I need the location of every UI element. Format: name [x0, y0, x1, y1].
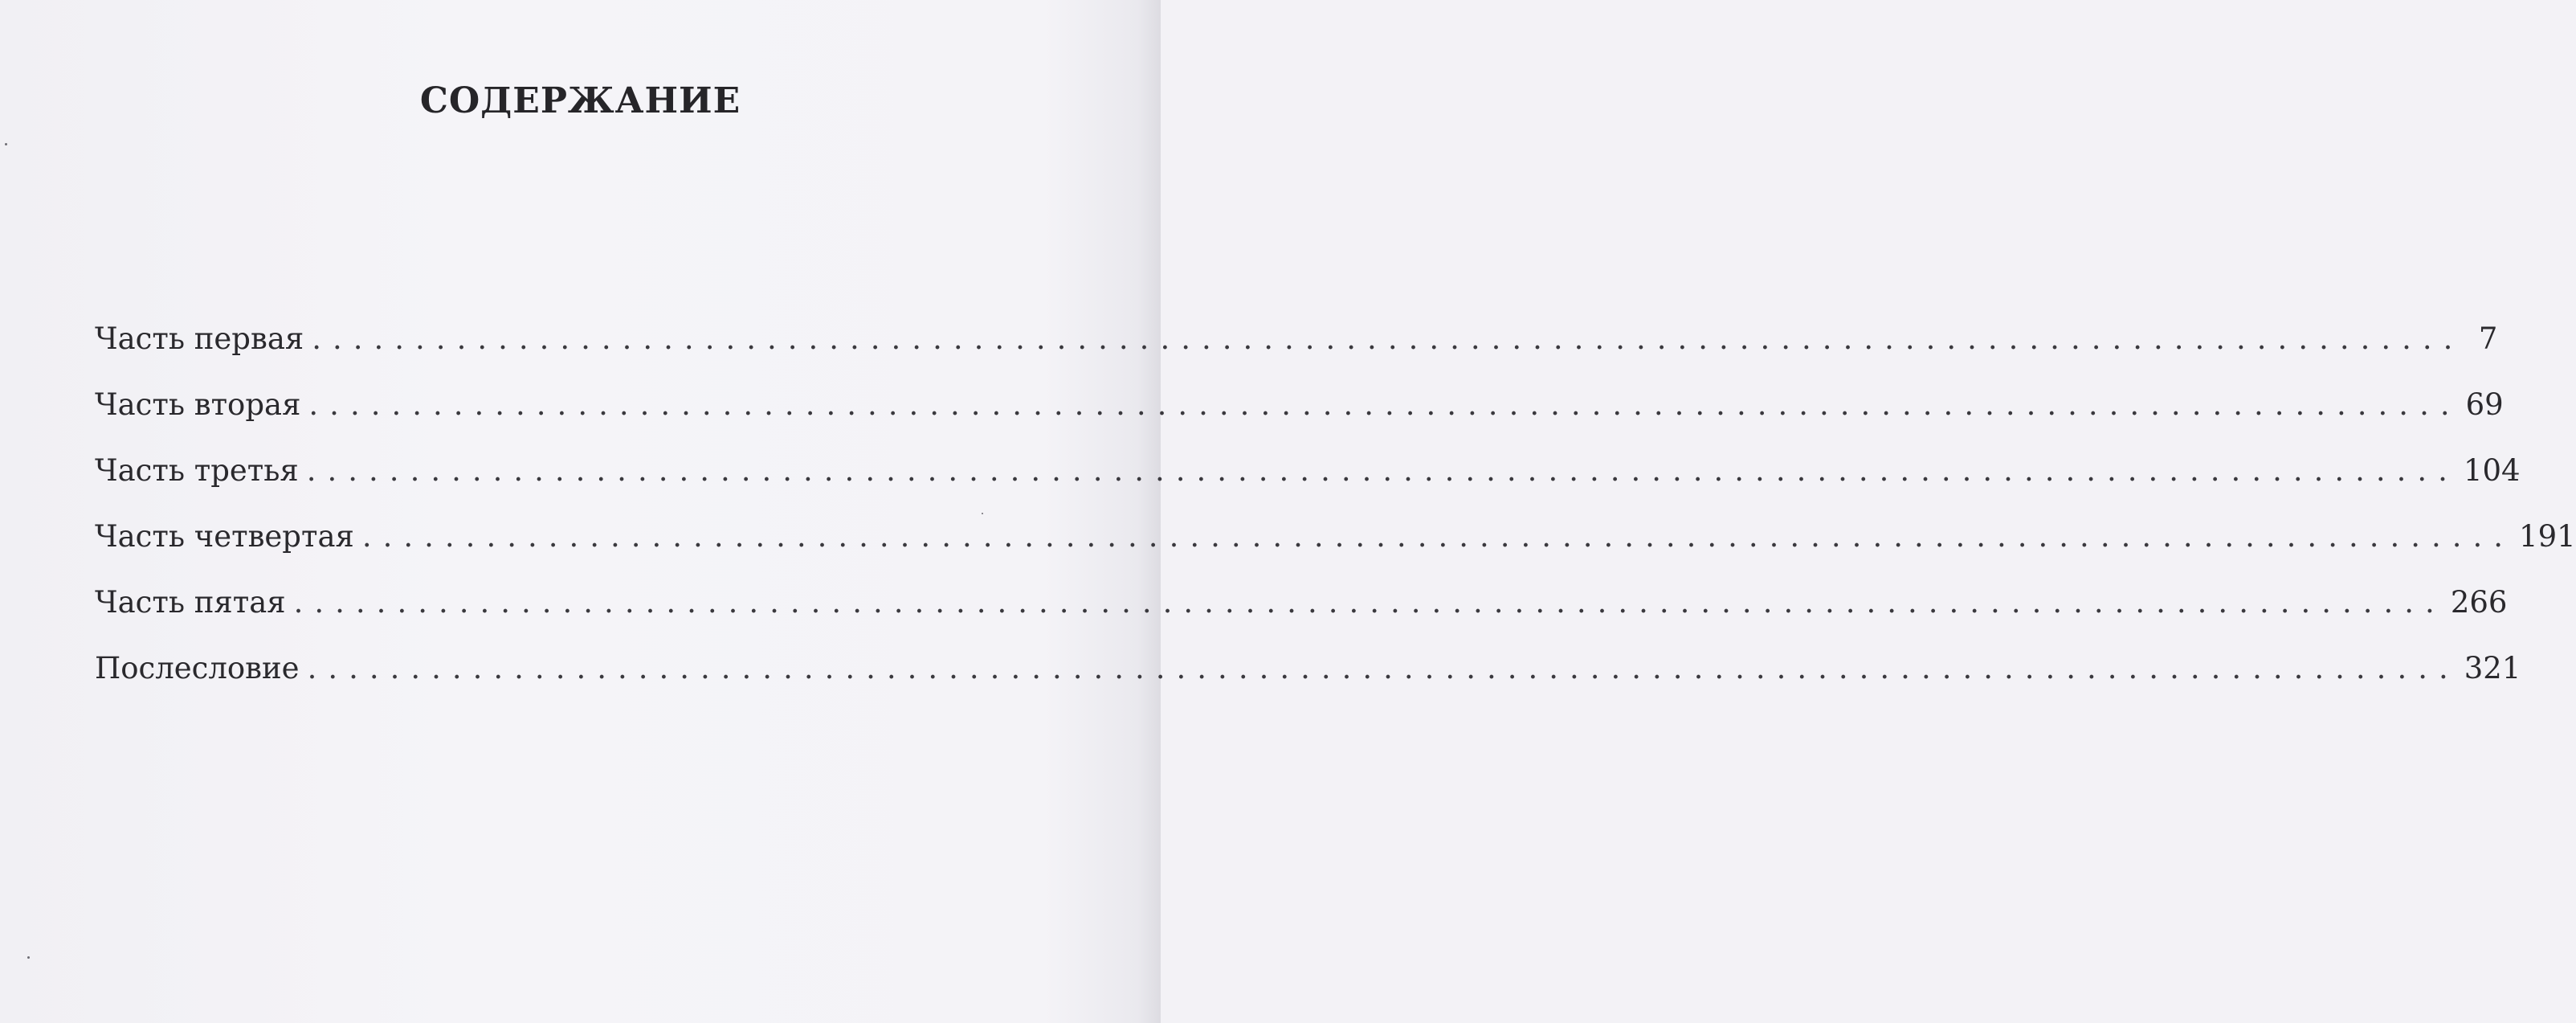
paper-speck	[5, 143, 7, 145]
paper-speck	[27, 956, 30, 959]
toc-page-number: 104	[2463, 453, 2521, 488]
toc-entry	[95, 321, 2498, 387]
toc-dot-leader: ........................................................................................................	[307, 651, 2460, 685]
toc-entry-title: Часть вторая	[95, 387, 301, 422]
toc-entry	[95, 453, 2521, 519]
toc-dot-leader: ........................................................................................................	[306, 453, 2459, 488]
toc-page-number: 321	[2464, 651, 2521, 685]
toc-entry-title: Часть третья	[95, 453, 299, 488]
table-of-contents	[95, 321, 2576, 717]
toc-page-number: 7	[2478, 321, 2498, 356]
paper-speck	[982, 513, 983, 514]
toc-dot-leader: ........................................................................................................	[312, 321, 2464, 356]
toc-dot-leader: ........................................................................................................	[361, 519, 2515, 554]
toc-entry	[95, 519, 2576, 585]
toc-entry-title: Часть четвертая	[95, 519, 354, 554]
toc-entry-title: Послесловие	[95, 651, 300, 685]
toc-dot-leader: ........................................................................................................	[293, 585, 2446, 620]
toc-dot-leader: ........................................................................................................	[308, 387, 2461, 422]
toc-entry	[95, 651, 2521, 717]
toc-page-number: 69	[2465, 387, 2504, 422]
page-title: СОДЕРЖАНИЕ	[419, 80, 741, 121]
toc-entry-title: Часть пятая	[95, 585, 286, 620]
toc-page-number: 266	[2450, 585, 2508, 620]
toc-entry	[95, 387, 2504, 453]
toc-entry	[95, 585, 2508, 651]
toc-entry-title: Часть первая	[95, 321, 304, 356]
toc-page-number: 191	[2519, 519, 2576, 554]
